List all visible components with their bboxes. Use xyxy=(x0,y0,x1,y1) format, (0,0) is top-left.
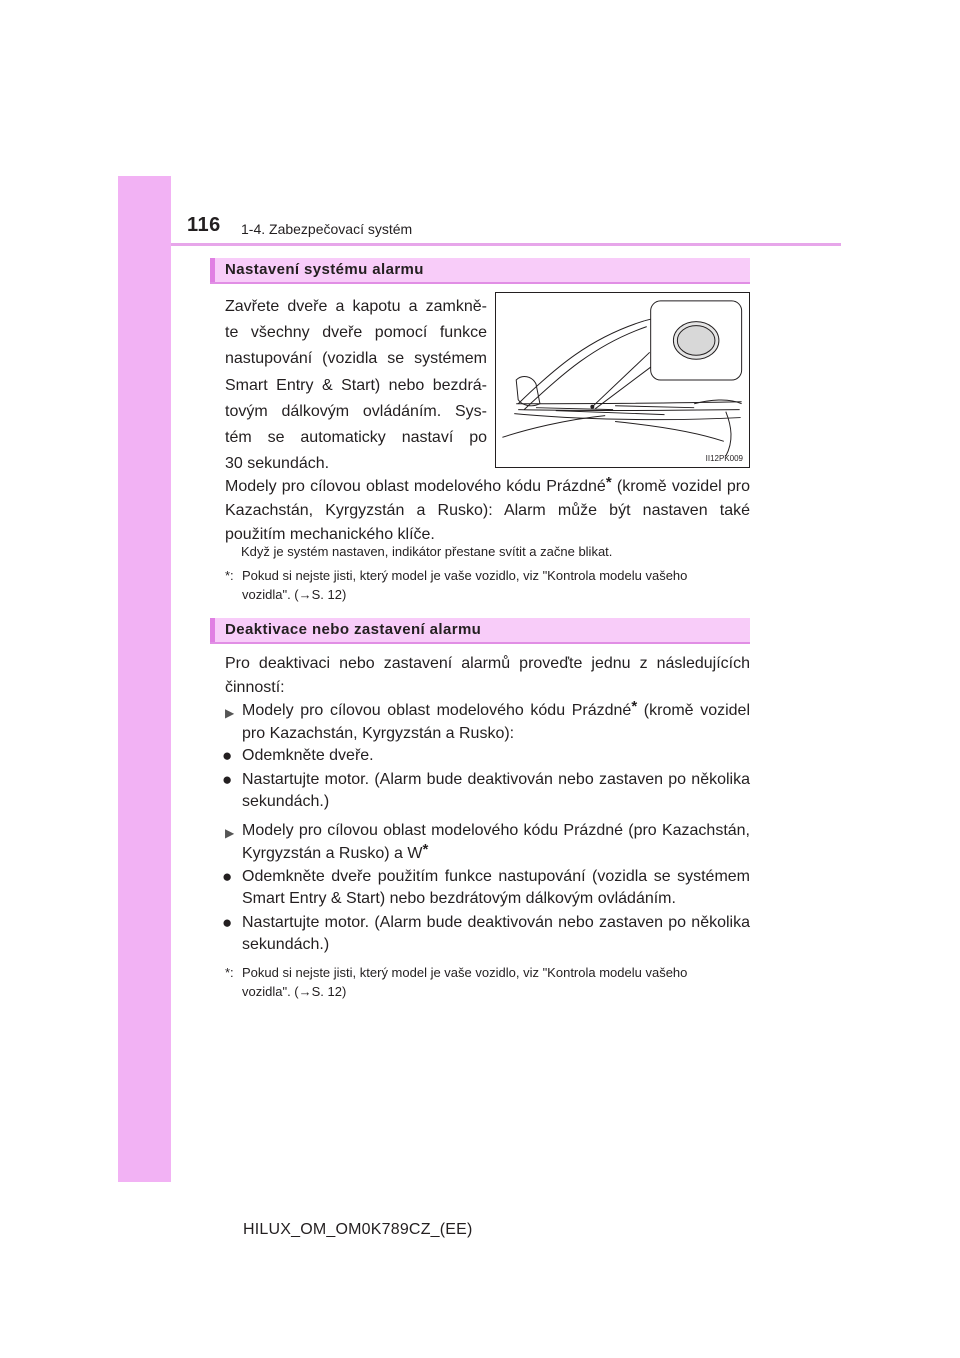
footnote-mark: *: xyxy=(225,965,234,980)
figure-code: II12PK009 xyxy=(705,454,743,463)
list-item-text: Odemkněte dveře použitím funkce nastupování (vozidla se systémem Smart Entry & Start) nebo bezdrátovým dálkovým ovládáním. xyxy=(242,868,750,907)
footnote-mark: *: xyxy=(225,568,234,583)
para-line: te všechny dveře pomocí funkce xyxy=(225,324,487,342)
model-group-2 xyxy=(225,819,750,865)
heading-accent-bar xyxy=(210,258,215,282)
group-title: (kromě vozidel pro Kazachstán, Kyrgyzstán a Rusko): xyxy=(242,702,750,742)
list-item-text: Nastartujte motor. (Alarm bude deaktivován nebo zastaven po několika sekundách.) xyxy=(242,914,750,953)
paragraph-set-alarm xyxy=(225,294,487,477)
list-item-text: Odemkněte dveře. xyxy=(242,747,374,764)
bullet-icon: ● xyxy=(222,746,233,765)
group-title: Modely pro cílovou oblast modelového kódu Prázdné xyxy=(242,702,632,719)
para-line: tovým dálkovým ovládáním. Sys- xyxy=(225,402,487,420)
para-line: tém se automaticky nastaví po xyxy=(225,429,487,447)
para-text: Modely pro cílovou oblast modelového kódu Prázdné xyxy=(225,478,606,495)
asterisk-mark: * xyxy=(631,698,638,715)
paragraph-deactivate-intro: Pro deaktivaci nebo zastavení alarmů proveďte jednu z následujících činností: xyxy=(225,655,750,696)
footnote-model-check-2 xyxy=(225,963,750,1001)
section-heading-alarm-deactivation xyxy=(210,618,750,644)
bullet-icon: ● xyxy=(222,913,233,932)
paragraph-mechanical-key xyxy=(225,475,750,547)
asterisk-mark: * xyxy=(422,841,429,858)
para-line: Zavřete dveře a kapotu a zamkně- xyxy=(225,298,487,315)
arrow-icon: ▶ xyxy=(225,706,235,720)
para-line: Smart Entry & Start) nebo bezdrá- xyxy=(225,376,487,394)
footnote-line: Pokud si nejste jisti, který model je vaše vozidlo, viz "Kontrola modelu vašeho xyxy=(242,568,688,583)
page-number: 116 xyxy=(187,214,221,236)
arrow-icon: ▶ xyxy=(225,826,235,840)
document-code: HILUX_OM_OM0K789CZ_(EE) xyxy=(243,1221,473,1238)
heading-label: Nastavení systému alarmu xyxy=(225,261,424,278)
bullet-icon: ● xyxy=(222,867,233,886)
list-item-text: Nastartujte motor. (Alarm bude deaktivován nebo zastaven po několika sekundách.) xyxy=(242,771,750,810)
footnote-model-check-1 xyxy=(225,566,750,604)
para-line: 30 sekundách. xyxy=(225,455,330,473)
footnote-line: Pokud si nejste jisti, který model je vaše vozidlo, viz "Kontrola modelu vašeho xyxy=(242,965,688,980)
model-group-1 xyxy=(225,699,750,745)
bullet-icon: ● xyxy=(222,770,233,789)
list-item xyxy=(222,745,750,767)
group-title: Modely pro cílovou oblast modelového kódu Prázdné (pro Kazachstán, Kyrgyzstán a Rusko) a W xyxy=(242,822,750,862)
footnote-line: vozidla". (→S. 12) xyxy=(242,587,347,602)
section-heading-alarm-setting xyxy=(210,258,750,284)
list-item xyxy=(222,866,750,910)
asterisk-mark: * xyxy=(605,474,612,491)
side-tab-band xyxy=(118,176,171,1182)
heading-accent-bar xyxy=(210,618,215,642)
para-text: (kromě vozidel pro Kazachstán, Kyrgyzstán a Rusko): Alarm může být nastaven také použitím mechanického klíče. xyxy=(225,478,750,543)
header-rule xyxy=(171,243,841,246)
para-line: nastupování (vozidla se systémem xyxy=(225,350,487,368)
list-item xyxy=(222,769,750,813)
section-title: 1-4. Zabezpečovací systém xyxy=(241,221,413,237)
dashboard-windshield-drawing xyxy=(496,293,749,467)
security-indicator-illustration xyxy=(495,292,750,468)
list-item xyxy=(222,912,750,956)
note-indicator-blinks: Když je systém nastaven, indikátor přestane svítit a začne blikat. xyxy=(241,544,613,559)
heading-label: Deaktivace nebo zastavení alarmu xyxy=(225,621,482,638)
footnote-line: vozidla". (→S. 12) xyxy=(242,984,347,999)
